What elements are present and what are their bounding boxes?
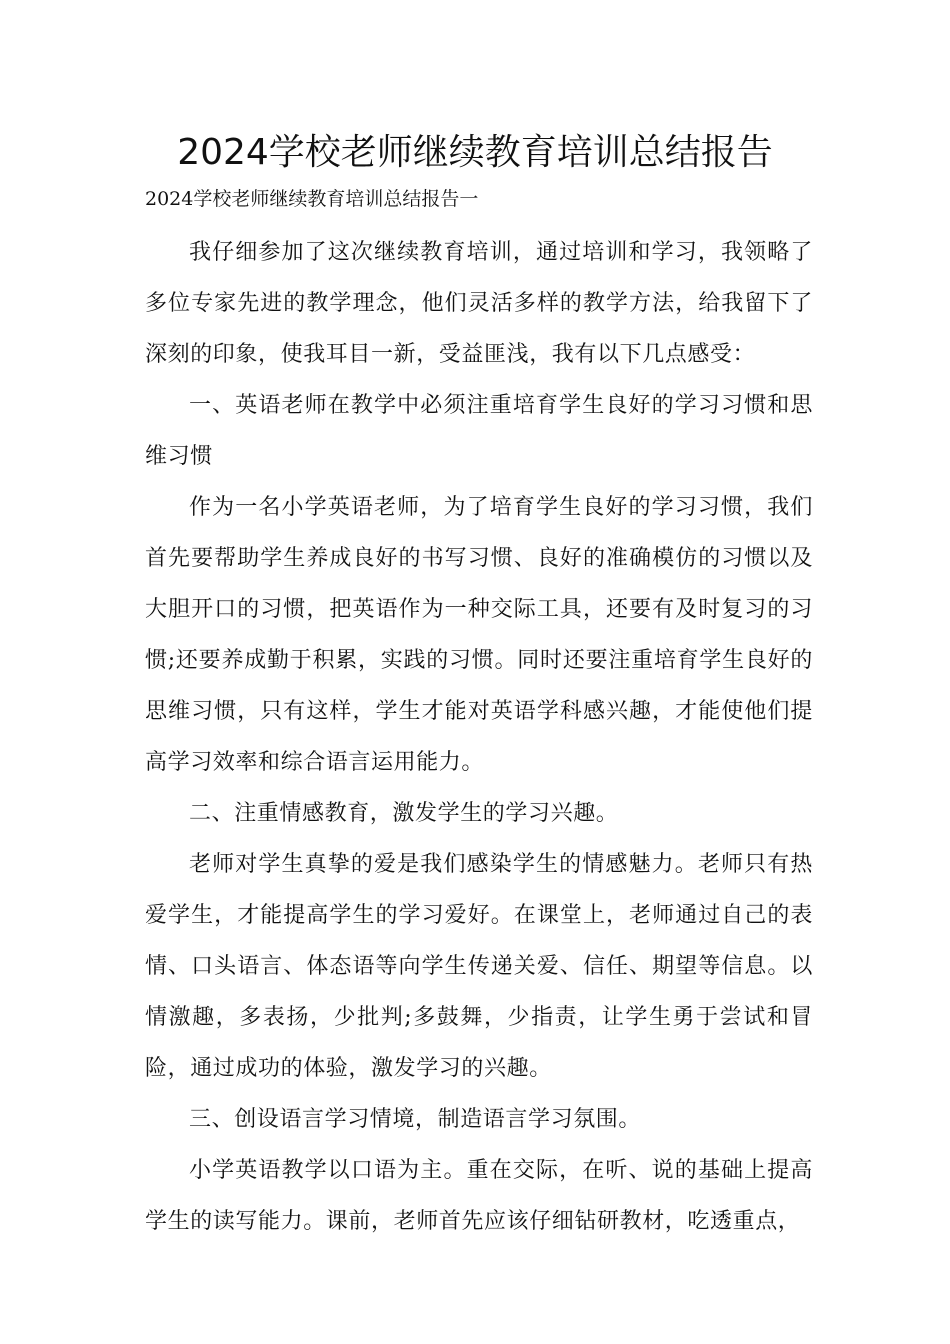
document-title: 2024学校老师继续教育培训总结报告 (177, 132, 773, 173)
section-heading-1: 一、英语老师在教学中必须注重培育学生良好的学习习惯和思维习惯 (145, 393, 813, 469)
document-body (145, 227, 813, 1247)
paragraph-habits: 作为一名小学英语老师，为了培育学生良好的学习习惯，我们首先要帮助学生养成良好的书写习惯、良好的准确模仿的习惯以及大胆开口的习惯，把英语作为一种交际工具，还要有及时复习的习惯;还要养成勤于积累，实践的习惯。同时还要注重培育学生良好的思维习惯，只有这样，学生才能对英语学科感兴趣，才能使他们提高学习效率和综合语言运用能力。 (145, 495, 813, 775)
paragraph-emotion: 老师对学生真挚的爱是我们感染学生的情感魅力。老师只有热爱学生，才能提高学生的学习爱好。在课堂上，老师通过自己的表情、口头语言、体态语等向学生传递关爱、信任、期望等信息。以情激趣，多表扬，少批判;多鼓舞，少指责，让学生勇于尝试和冒险，通过成功的体验，激发学习的兴趣。 (145, 852, 813, 1081)
section-heading-3: 三、创设语言学习情境，制造语言学习氛围。 (189, 1107, 642, 1132)
section-heading-2: 二、注重情感教育，激发学生的学习兴趣。 (189, 801, 619, 826)
paragraph-context: 小学英语教学以口语为主。重在交际，在听、说的基础上提高学生的读写能力。课前，老师首先应该仔细钻研教材，吃透重点， (145, 1158, 813, 1234)
document-subtitle: 2024学校老师继续教育培训总结报告一 (145, 188, 479, 210)
paragraph-intro: 我仔细参加了这次继续教育培训，通过培训和学习，我领略了多位专家先进的教学理念，他们灵活多样的教学方法，给我留下了深刻的印象，使我耳目一新，受益匪浅，我有以下几点感受： (145, 240, 813, 367)
